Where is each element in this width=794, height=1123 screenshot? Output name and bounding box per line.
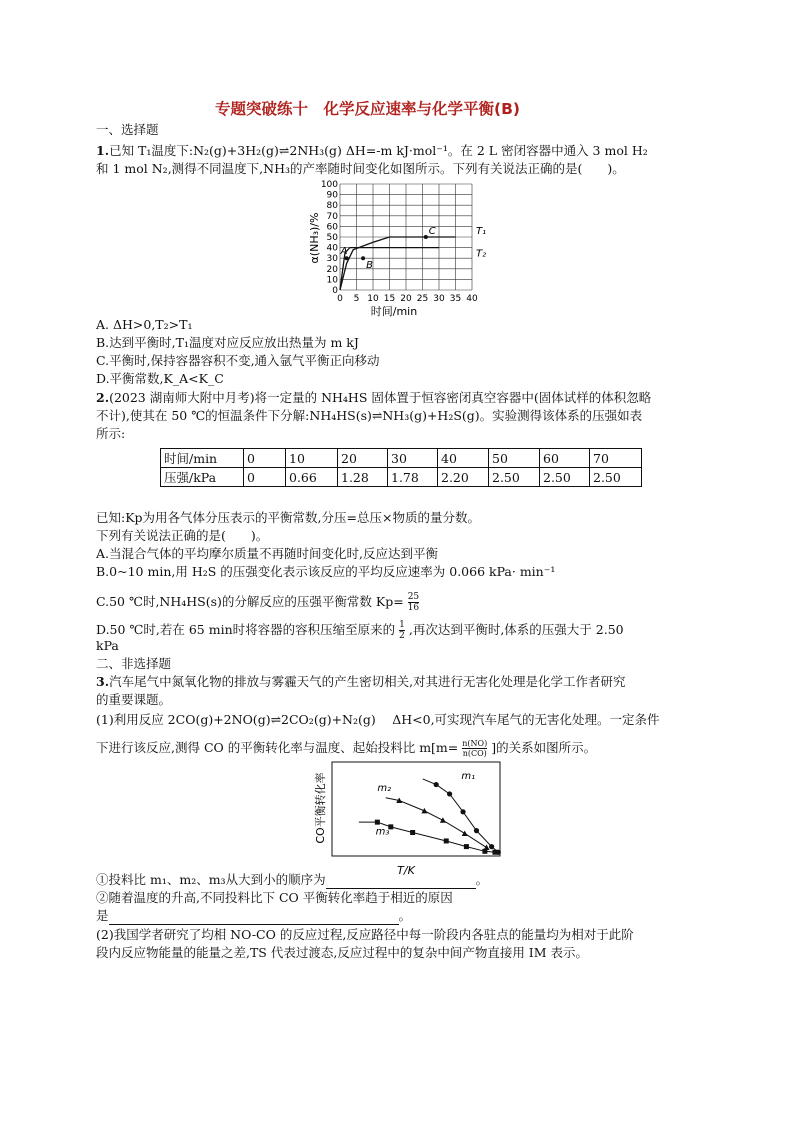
table-cell: 1.28 [338, 468, 388, 487]
q1-stem-line1: 已知 T₁温度下:N₂(g)+3H₂(g)⇌2NH₃(g) ΔH=-m kJ·mol⁻¹。在 2 L 密闭容器中通入 3 mol H₂ [109, 143, 648, 158]
x-tick-label: 0 [337, 294, 343, 304]
q1-stem-line2: 和 1 mol N₂,测得不同温度下,NH₃的产率随时间变化如图所示。下列有关说法正确的是( )。 [96, 161, 625, 176]
half-fraction-numerator: 1 [399, 620, 405, 630]
nh3-yield-chart [306, 178, 486, 318]
kp-fraction-denominator: 16 [407, 603, 420, 613]
series-line-1 [340, 237, 456, 290]
chart1-ticks [321, 180, 478, 304]
chart1-ylabel: α(NH₃)/% [308, 212, 321, 264]
q3-part1-line2b: ]的关系如图所示。 [491, 740, 597, 755]
y-tick-label: 40 [326, 243, 338, 254]
q2-option-b: B.0~10 min,用 H₂S 的压强变化表示该反应的平均反应速率为 0.066 kPa· min⁻¹ [96, 564, 556, 579]
table-cell: 0 [244, 449, 286, 468]
chart1-points [340, 226, 436, 271]
section-heading-choice: 一、选择题 [96, 122, 159, 137]
table-cell: 50 [489, 449, 540, 468]
q3-sub1 [96, 872, 488, 889]
q3-stem-line1: 汽车尾气中氮氧化物的排放与雾霾天气的产生密切相关,对其进行无害化处理是化学工作者研究 [109, 674, 626, 689]
kp-fraction [408, 592, 419, 613]
q2-stem-line2: 不计),使其在 50 ℃的恒温条件下分解:NH₄HS(s)⇌NH₃(g)+H₂S(g)。实验测得该体系的压强如表 [96, 408, 643, 423]
table-cell: 1.78 [388, 468, 438, 487]
q2-option-d-line2: kPa [96, 638, 119, 653]
q2-option-c [96, 592, 419, 613]
q2-line1 [96, 390, 651, 406]
y-tick-label: 60 [326, 222, 338, 233]
q3-part1-line2a: 下进行该反应,测得 CO 的平衡转化率与温度、起始投料比 m[m= [96, 740, 459, 755]
q3-stem-line2: 的重要课题。 [96, 692, 172, 707]
y-tick-label: 20 [326, 264, 338, 275]
marker-circle [434, 782, 439, 787]
q3-sub2-line2-text: 是 [96, 908, 109, 923]
marker-triangle [462, 830, 468, 836]
marker-circle [474, 828, 479, 833]
y-tick-label: 50 [326, 233, 338, 243]
page-title: 专题突破练十 化学反应速率与化学平衡(B) [215, 100, 520, 118]
table-cell: 2.20 [438, 468, 489, 487]
q1-option-d: D.平衡常数,K_A<K_C [96, 371, 224, 386]
q1-line1 [96, 143, 648, 159]
series-label: m₃ [375, 826, 390, 838]
q1-option-c: C.平衡时,保持容器容积不变,通入氩气平衡正向移动 [96, 353, 380, 368]
y-tick-label: 90 [326, 190, 338, 201]
marker-square [482, 849, 487, 854]
q3-part2-line1: (2)我国学者研究了均相 NO-CO 的反应过程,反应路径中每一阶段内各驻点的能量均为相对于此阶 [96, 927, 634, 942]
y-tick-label: 80 [326, 201, 338, 212]
y-tick-label: 70 [326, 211, 338, 222]
q1-option-b: B.达到平衡时,T₁温度对应反应放出热量为 m kJ [96, 335, 359, 350]
y-tick-label: 10 [326, 275, 338, 286]
half-fraction-denominator: 2 [399, 631, 405, 641]
marker-triangle [440, 817, 446, 823]
answer-blank-1[interactable] [326, 872, 476, 889]
q3-sub2-end: 。 [398, 908, 412, 923]
chart1-xlabel: 时间/min [370, 305, 418, 318]
q2-note2: 下列有关说法正确的是( )。 [96, 528, 269, 543]
q3-number: 3. [96, 674, 110, 689]
table-row [161, 449, 642, 468]
q2-option-a: A.当混合气体的平均摩尔质量不再随时间变化时,反应达到平衡 [96, 546, 438, 561]
co-conversion-chart [310, 758, 510, 878]
marker-square [464, 844, 469, 849]
series-label: m₂ [377, 783, 392, 795]
q3-sub2-line2 [96, 908, 411, 925]
q2-stem-line1: (2023 湖南师大附中月考)将一定量的 NH₄HS 固体置于恒容密闭真空容器中(固体试样的体积忽略 [109, 390, 652, 405]
marker-square [492, 850, 497, 855]
answer-blank-2[interactable] [109, 908, 399, 925]
series-label: T₂ [476, 248, 486, 260]
x-tick-label: 30 [433, 294, 445, 304]
data-point-c [424, 235, 428, 239]
marker-triangle [421, 808, 427, 814]
x-tick-label: 40 [466, 294, 478, 304]
point-label: C [428, 226, 436, 237]
x-tick-label: 20 [400, 294, 412, 304]
section-heading-nonchoice: 二、非选择题 [96, 656, 172, 671]
q3-part1-line2 [96, 739, 596, 758]
ratio-fraction [462, 739, 487, 758]
chart2-ylabel: CO平衡转化率 [314, 772, 327, 844]
point-label: A [340, 246, 348, 258]
x-tick-label: 35 [449, 294, 462, 304]
q2-option-d-tail: ,再次达到平衡时,体系的压强大于 2.50 [408, 622, 624, 637]
x-tick-label: 15 [383, 294, 396, 304]
table-cell: 2.50 [489, 468, 540, 487]
q2-option-d-text: D.50 ℃时,若在 65 min时将容器的容积压缩至原来的 [96, 622, 396, 637]
marker-circle [447, 791, 452, 796]
q1-number: 1. [96, 143, 110, 158]
q3-sub1-text: ①投料比 m₁、m₂、m₃从大到小的顺序为 [96, 872, 326, 887]
series-label: m₁ [461, 770, 476, 782]
q1-option-a: A. ΔH>0,T₂>T₁ [96, 317, 193, 332]
data-point-b [361, 256, 365, 260]
chart2-xlabel: T/K [397, 864, 415, 877]
q3-part2-line2: 段内反应物能量的能量之差,TS 代表过渡态,反应过程中的复杂中间产物直接用 IM 表示。 [96, 945, 589, 960]
q3-sub1-end: 。 [475, 872, 489, 887]
point-label: B [366, 260, 373, 272]
marker-square [410, 830, 415, 835]
q2-number: 2. [96, 390, 110, 405]
x-tick-label: 10 [367, 294, 379, 304]
table-cell: 压强/kPa [161, 468, 244, 487]
ratio-fraction-denominator: n(CO) [462, 749, 487, 758]
table-cell: 2.50 [540, 468, 590, 487]
q2-option-c-text: C.50 ℃时,NH₄HS(s)的分解反应的压强平衡常数 Kp= [96, 594, 404, 609]
q3-line1 [96, 674, 626, 690]
table-cell: 30 [388, 449, 438, 468]
q2-stem-line3: 所示: [96, 426, 126, 441]
table-cell: 40 [438, 449, 489, 468]
pressure-table [160, 448, 642, 487]
table-cell: 0.66 [286, 468, 338, 487]
x-tick-label: 5 [353, 294, 360, 304]
x-tick-label: 25 [416, 294, 429, 304]
table-cell: 0 [244, 468, 286, 487]
ratio-fraction-numerator: n(NO) [462, 739, 488, 748]
q3-part1-line1: (1)利用反应 2CO(g)+2NO(g)⇌2CO₂(g)+N₂(g) ΔH<0,可实现汽车尾气的无害化处理。一定条件 [96, 712, 660, 727]
table-cell: 20 [338, 449, 388, 468]
table-cell: 70 [590, 449, 642, 468]
marker-square [444, 838, 449, 843]
q2-note1: 已知:Kp为用各气体分压表示的平衡常数,分压=总压×物质的量分数。 [96, 510, 480, 525]
y-tick-label: 0 [332, 286, 338, 296]
marker-square [375, 820, 380, 825]
half-fraction [399, 620, 405, 641]
table-cell: 10 [286, 449, 338, 468]
y-tick-label: 30 [326, 254, 338, 265]
series-label: T₁ [476, 226, 486, 237]
y-tick-label: 100 [320, 180, 338, 190]
series-line-m₂ [386, 798, 487, 848]
q2-option-d [96, 620, 624, 641]
table-cell: 60 [540, 449, 590, 468]
q3-sub2: ②随着温度的升高,不同投料比下 CO 平衡转化率趋于相近的原因 [96, 890, 453, 905]
kp-fraction-numerator: 25 [407, 592, 420, 602]
table-row [161, 468, 642, 487]
table-cell: 时间/min [161, 449, 244, 468]
marker-circle [460, 809, 465, 814]
table-cell: 2.50 [590, 468, 642, 487]
marker-circle [489, 844, 494, 849]
